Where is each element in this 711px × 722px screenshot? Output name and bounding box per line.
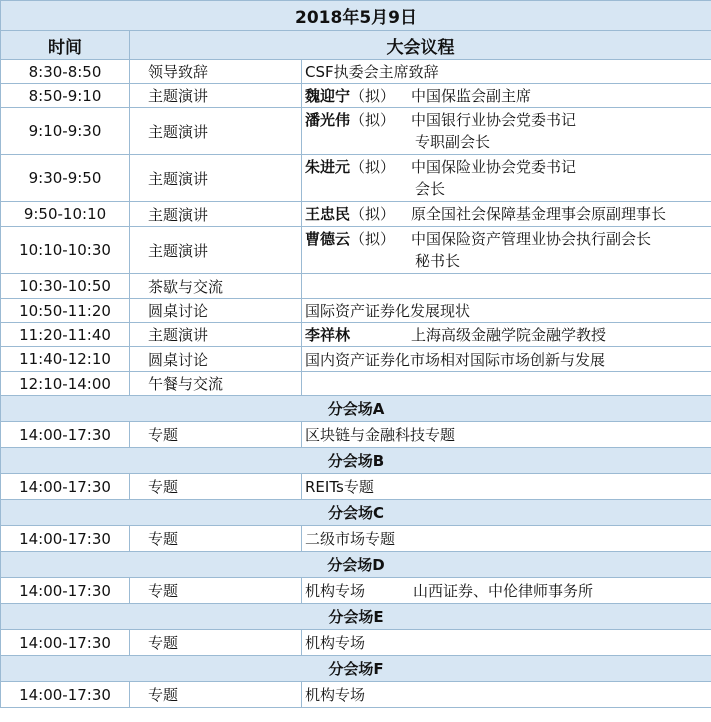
content-cell: 区块链与金融科技专题 — [302, 422, 711, 448]
type-cell: 圆桌讨论 — [130, 347, 302, 372]
session-header-row — [1, 552, 711, 578]
content-cell: 国际资产证券化发展现状 — [302, 299, 711, 323]
agenda-row — [1, 323, 711, 347]
time-cell: 14:00-17:30 — [1, 526, 130, 552]
type-cell: 领导致辞 — [130, 60, 302, 84]
session-title: 分会场F — [1, 656, 711, 682]
agenda-row — [1, 84, 711, 108]
time-cell: 8:30-8:50 — [1, 60, 130, 84]
speaker-note: （拟） — [350, 205, 396, 223]
session-row — [1, 682, 711, 708]
page-title: 2018年5月9日 — [1, 1, 711, 31]
time-cell: 9:10-9:30 — [1, 108, 130, 155]
speaker-role-line2: 秘书长 — [415, 252, 461, 270]
agenda-row — [1, 108, 711, 155]
time-cell: 11:40-12:10 — [1, 347, 130, 372]
type-cell: 主题演讲 — [130, 202, 302, 227]
session-header-row — [1, 448, 711, 474]
content-cell: 国内资产证券化市场相对国际市场创新与发展 — [302, 347, 711, 372]
session-title: 分会场E — [1, 604, 711, 630]
speaker-note: （拟） — [350, 86, 396, 105]
date-header-row — [1, 1, 711, 31]
type-cell: 主题演讲 — [130, 323, 302, 347]
content-cell — [302, 108, 711, 155]
session-row — [1, 526, 711, 552]
type-cell: 专题 — [130, 422, 302, 448]
type-cell: 圆桌讨论 — [130, 299, 302, 323]
speaker-role: 中国保险资产管理业协会执行副会长 — [411, 230, 652, 248]
agenda-row — [1, 274, 711, 299]
type-cell: 专题 — [130, 578, 302, 604]
speaker-role-line2: 专职副会长 — [415, 133, 491, 151]
session-header-row — [1, 604, 711, 630]
session-title: 分会场A — [1, 396, 711, 422]
speaker-role-line2: 会长 — [415, 180, 446, 198]
speaker-name: 曹德云 — [305, 230, 351, 248]
content-cell — [302, 274, 711, 299]
time-cell: 14:00-17:30 — [1, 474, 130, 500]
session-header-row — [1, 500, 711, 526]
content-cell — [302, 372, 711, 396]
time-cell: 10:10-10:30 — [1, 227, 130, 274]
type-cell: 专题 — [130, 526, 302, 552]
speaker-role: 中国保监会副主席 — [411, 86, 532, 105]
content-cell: 机构专场 — [302, 682, 711, 708]
session-header-row — [1, 396, 711, 422]
session-topic: 机构专场 — [305, 581, 366, 600]
content-cell — [302, 227, 711, 274]
speaker-name: 李祥林 — [305, 325, 351, 344]
type-cell: 主题演讲 — [130, 108, 302, 155]
agenda-row — [1, 347, 711, 372]
type-cell: 主题演讲 — [130, 84, 302, 108]
session-row — [1, 578, 711, 604]
speaker-role: 中国保险业协会党委书记 — [411, 158, 577, 176]
time-cell: 10:30-10:50 — [1, 274, 130, 299]
agenda-row — [1, 60, 711, 84]
time-cell: 10:50-11:20 — [1, 299, 130, 323]
time-cell: 9:50-10:10 — [1, 202, 130, 227]
speaker-role: 中国银行业协会党委书记 — [411, 111, 577, 129]
session-title: 分会场B — [1, 448, 711, 474]
type-cell: 主题演讲 — [130, 155, 302, 202]
speaker-name: 王忠民 — [305, 205, 351, 223]
speaker-role: 上海高级金融学院金融学教授 — [411, 325, 607, 344]
session-header-row — [1, 656, 711, 682]
speaker-note: （拟） — [350, 158, 396, 176]
time-cell: 14:00-17:30 — [1, 682, 130, 708]
speaker-name: 魏迎宁 — [305, 86, 351, 105]
time-cell: 8:50-9:10 — [1, 84, 130, 108]
agenda-row — [1, 372, 711, 396]
agenda-row — [1, 202, 711, 227]
speaker-name: 朱进元 — [305, 158, 351, 176]
content-cell: REITs专题 — [302, 474, 711, 500]
agenda-row — [1, 299, 711, 323]
type-cell: 专题 — [130, 630, 302, 656]
agenda-column-header: 大会议程 — [130, 31, 711, 60]
type-cell: 午餐与交流 — [130, 372, 302, 396]
time-cell: 11:20-11:40 — [1, 323, 130, 347]
content-cell — [302, 202, 711, 227]
session-title: 分会场D — [1, 552, 711, 578]
time-cell: 14:00-17:30 — [1, 630, 130, 656]
content-cell: 机构专场 — [302, 630, 711, 656]
speaker-name: 潘光伟 — [305, 111, 351, 129]
agenda-row — [1, 155, 711, 202]
speaker-note: （拟） — [350, 111, 396, 129]
type-cell: 主题演讲 — [130, 227, 302, 274]
time-column-header: 时间 — [1, 31, 130, 60]
time-cell: 14:00-17:30 — [1, 578, 130, 604]
type-cell: 专题 — [130, 474, 302, 500]
time-cell: 12:10-14:00 — [1, 372, 130, 396]
content-cell: CSF执委会主席致辞 — [302, 60, 711, 84]
session-title: 分会场C — [1, 500, 711, 526]
content-cell — [302, 323, 711, 347]
content-cell — [302, 155, 711, 202]
speaker-role: 原全国社会保障基金理事会原副理事长 — [411, 205, 667, 223]
content-cell: 二级市场专题 — [302, 526, 711, 552]
column-header-row — [1, 31, 711, 60]
content-cell — [302, 578, 711, 604]
content-cell — [302, 84, 711, 108]
time-cell: 14:00-17:30 — [1, 422, 130, 448]
session-row — [1, 474, 711, 500]
session-row — [1, 630, 711, 656]
time-cell: 9:30-9:50 — [1, 155, 130, 202]
type-cell: 茶歇与交流 — [130, 274, 302, 299]
agenda-row — [1, 227, 711, 274]
session-organizers: 山西证券、中伦律师事务所 — [413, 581, 594, 600]
speaker-note: （拟） — [350, 230, 396, 248]
type-cell: 专题 — [130, 682, 302, 708]
session-row — [1, 422, 711, 448]
